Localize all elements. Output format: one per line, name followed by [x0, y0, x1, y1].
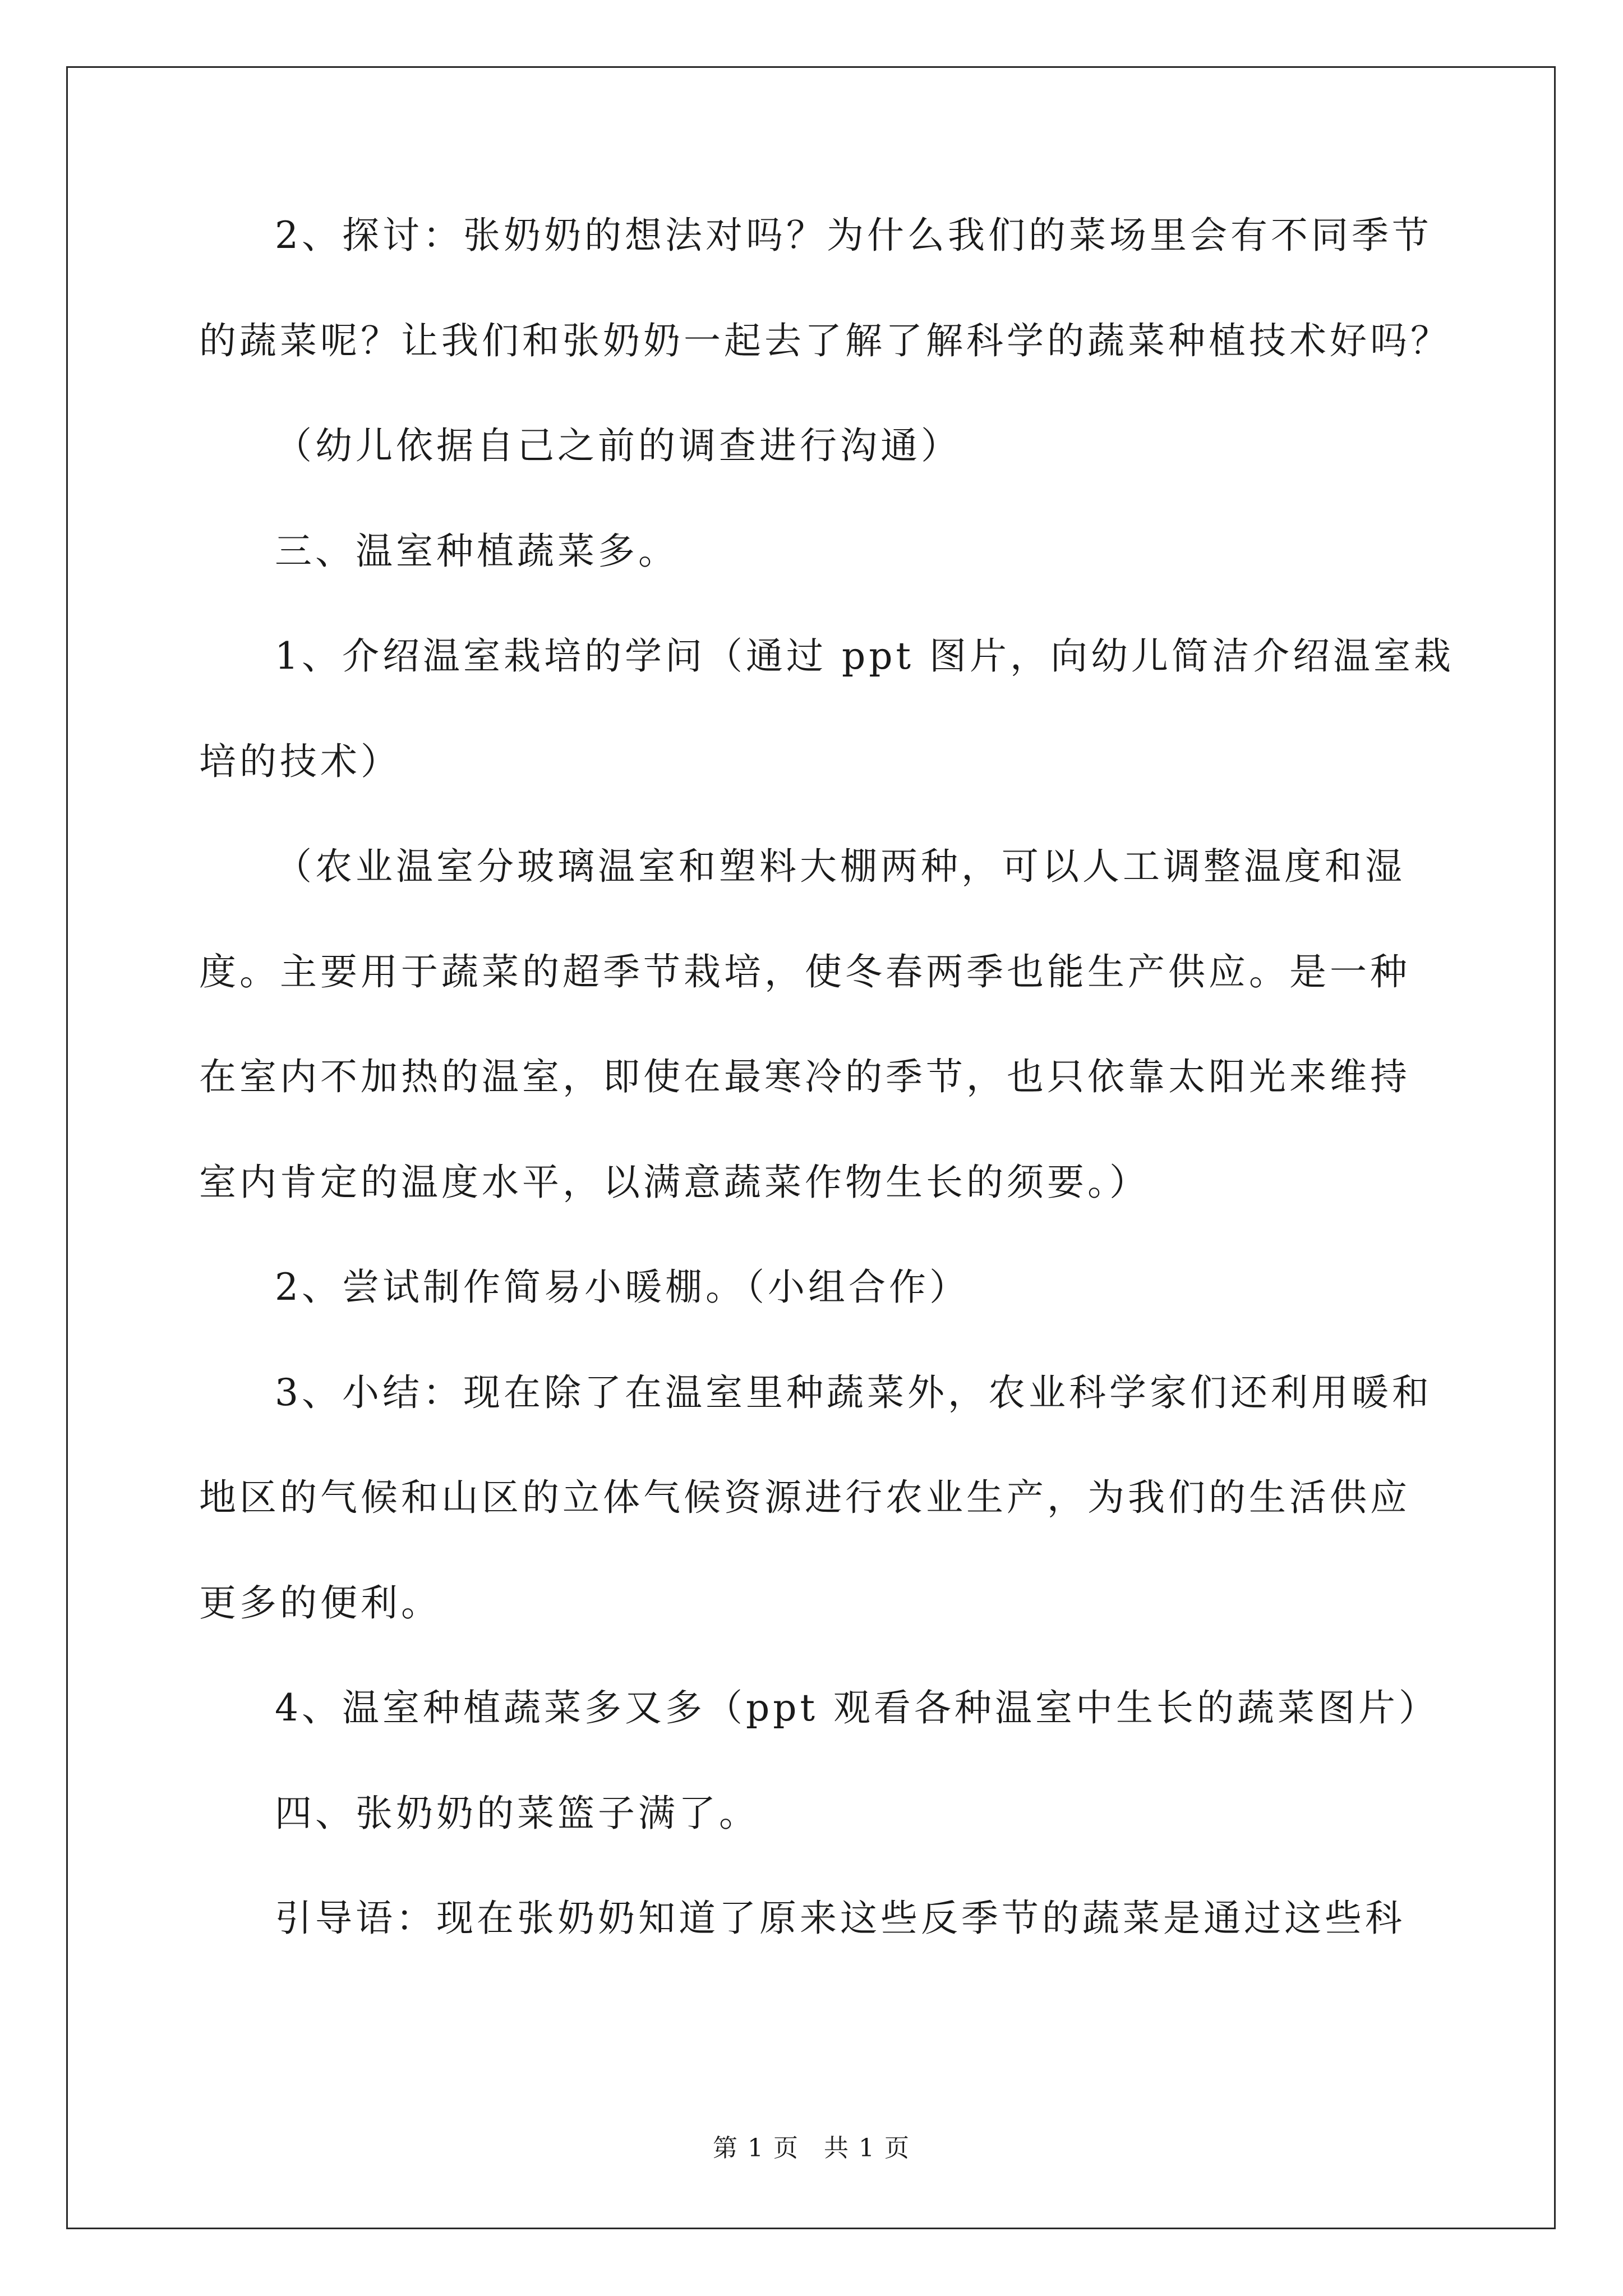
text-line: 引导语：现在张奶奶知道了原来这些反季节的蔬菜是通过这些科: [275, 1897, 1405, 1940]
page-footer: [0, 2132, 1623, 2165]
text-line: 4、温室种植蔬菜多又多（ppt 观看各种温室中生长的蔬菜图片）: [275, 1686, 1439, 1729]
text-line: 室内肯定的温度水平，以满意蔬菜作物生长的须要。）: [199, 1161, 1150, 1204]
text-line: 三、温室种植蔬菜多。: [275, 530, 679, 573]
page-number-total: 共 1 页: [824, 2134, 910, 2162]
text-line: 地区的气候和山区的立体气候资源进行农业生产，为我们的生活供应: [199, 1476, 1410, 1519]
page-number-current: 第 1 页: [713, 2134, 799, 2162]
text-line: 度。主要用于蔬菜的超季节栽培，使冬春两季也能生产供应。是一种: [199, 950, 1410, 993]
text-line: 四、张奶奶的菜篮子满了。: [275, 1792, 759, 1835]
text-line: 2、尝试制作简易小暖棚。（小组合作）: [275, 1266, 970, 1309]
text-line: 在室内不加热的温室，即使在最寒冷的季节，也只依靠太阳光来维持: [199, 1055, 1410, 1098]
text-line: 3、小结：现在除了在温室里种蔬菜外，农业科学家们还利用暖和: [275, 1371, 1432, 1414]
text-line: 1、介绍温室栽培的学问（通过 ppt 图片，向幼儿简洁介绍温室栽: [275, 634, 1454, 678]
text-line: 2、探讨：张奶奶的想法对吗？为什么我们的菜场里会有不同季节: [275, 214, 1432, 257]
text-line: （农业温室分玻璃温室和塑料大棚两种，可以人工调整温度和湿: [275, 845, 1405, 888]
text-line: （幼儿依据自己之前的调查进行沟通）: [275, 424, 961, 467]
text-line: 培的技术）: [199, 740, 401, 783]
text-line: 的蔬菜呢？让我们和张奶奶一起去了解了解科学的蔬菜种植技术好吗？: [199, 319, 1451, 362]
text-line: 更多的便利。: [199, 1581, 441, 1625]
